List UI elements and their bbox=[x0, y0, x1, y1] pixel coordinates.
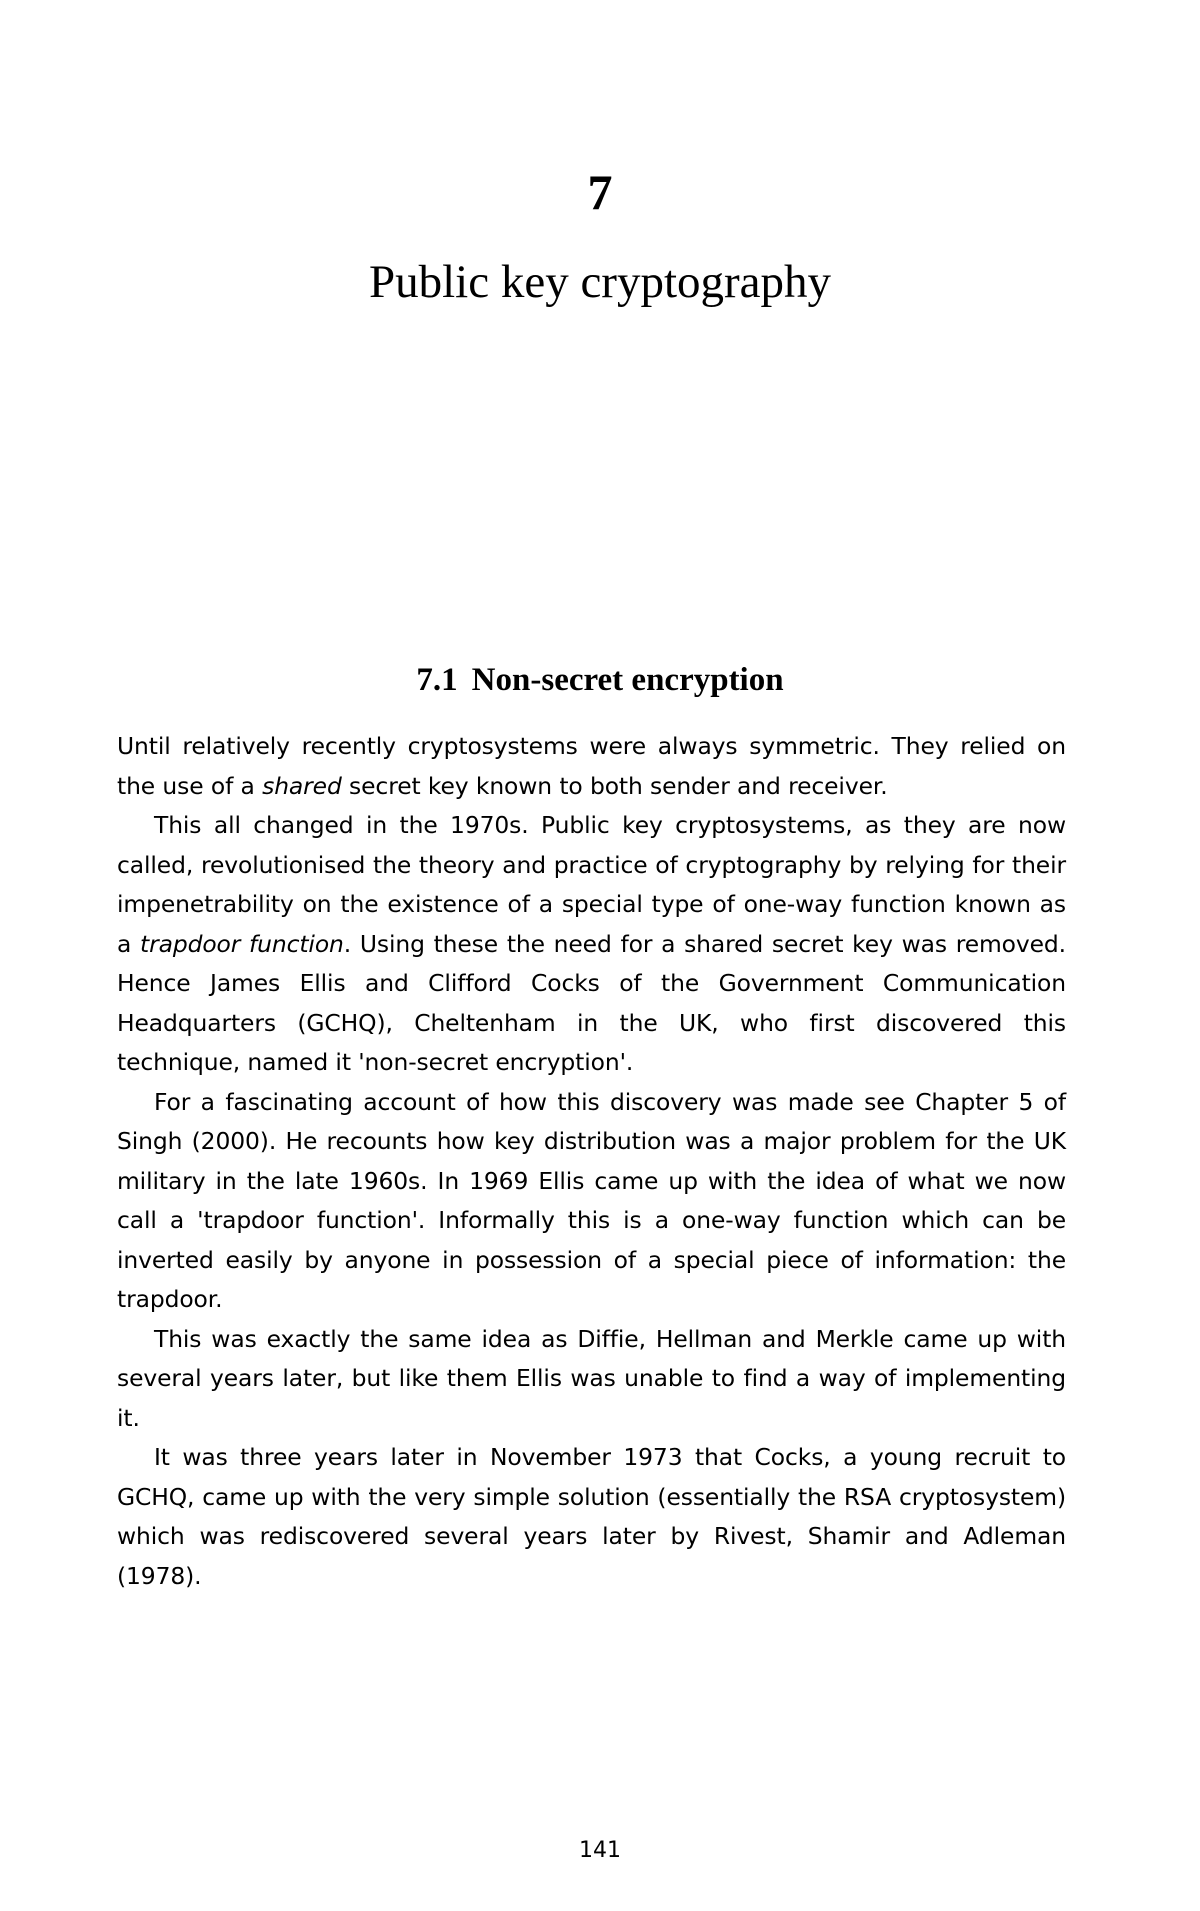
paragraph-1-text-a: Until relatively recently cryptosystems were always symmetric. They relied on the use of a bbox=[117, 732, 1066, 800]
paragraph-2 bbox=[117, 806, 1066, 1083]
paragraph-2-emphasis: trapdoor function bbox=[140, 929, 344, 958]
chapter-number: 7 bbox=[587, 164, 613, 220]
paragraph-2-text-b: . Using these the need for a shared secret key was removed. Hence James Ellis and Clifford Cocks of the Government Communication Headquarters (GCHQ), Cheltenham in the UK, who first discovered this technique, named it 'non-secret encryption'. bbox=[117, 929, 1066, 1076]
section-number: 7.1 bbox=[416, 662, 458, 698]
paragraph-1-emphasis: shared bbox=[262, 771, 342, 800]
section-heading bbox=[0, 658, 1200, 702]
paragraph-1 bbox=[117, 727, 1066, 806]
chapter-title: Public key cryptography bbox=[368, 256, 832, 308]
paragraph-1-text-b: secret key known to both sender and receiver. bbox=[341, 771, 888, 800]
paragraph-4: This was exactly the same idea as Diffie, Hellman and Merkle came up with several years later, but like them Ellis was unable to find a way of implementing it. bbox=[117, 1324, 1066, 1432]
section-title: Non-secret encryption bbox=[471, 662, 784, 698]
paragraph-5: It was three years later in November 1973 that Cocks, a young recruit to GCHQ, came up with the very simple solution (essentially the RSA cryptosystem) which was rediscovered several years later by Rivest, Shamir and Adleman (1978). bbox=[117, 1443, 1066, 1590]
body-text bbox=[117, 727, 1066, 1596]
paragraph-3: For a fascinating account of how this discovery was made see Chapter 5 of Singh (2000). He recounts how key distribution was a major problem for the UK military in the late 1960s. In 1969 Ellis came up with the idea of what we now call a 'trapdoor function'. Informally this is a one-way function which can be inverted easily by anyone in possession of a special piece of information: the trapdoor. bbox=[117, 1087, 1066, 1313]
paragraph-2-text-a: This all changed in the 1970s. Public key cryptosystems, as they are now called, revolutionised the theory and practice of cryptography by relying for their impenetrability on the existence of a special type of one-way function known as a bbox=[117, 811, 1066, 958]
page-number: 141 bbox=[579, 1838, 621, 1863]
